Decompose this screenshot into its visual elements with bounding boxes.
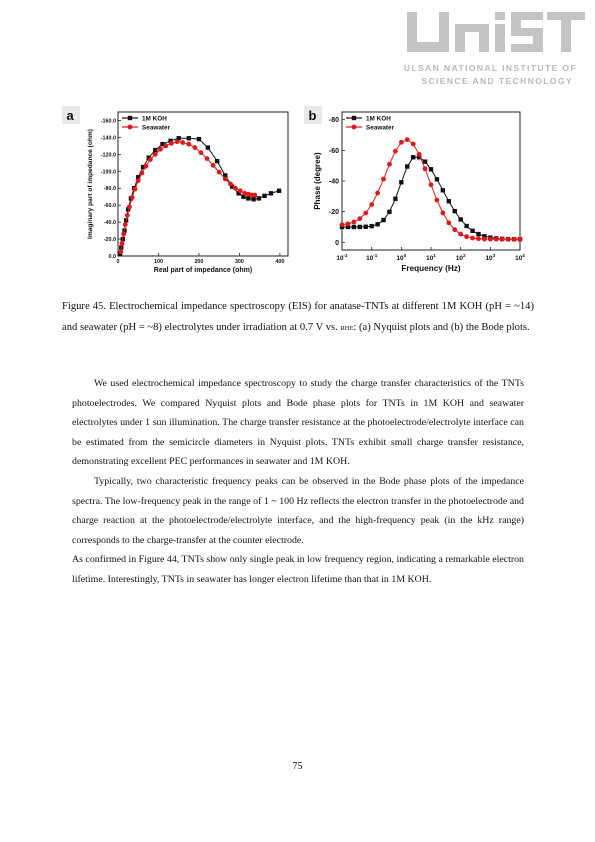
y-tick-label: -20.0: [103, 237, 116, 244]
legend-label: Seawater: [366, 124, 395, 132]
paragraph-2: Typically, two characteristic frequency peaks can be observed in the Bode phase plots of the impedance spectra. The low-frequency peak in the range of 1 ~ 100 Hz reflects the electron transfer in the photoelectrode and charge reaction at the photoelectrode/electrolyte interface, and the high-frequency peak (in the kHz range) corresponds to the charge-transfer at the counter electrode.: [72, 475, 524, 546]
data-point: [193, 145, 198, 150]
x-tick-label: $10^0$: [396, 253, 407, 262]
data-point: [512, 237, 517, 242]
data-point: [464, 234, 469, 239]
x-tick-label: $10^2$: [455, 253, 466, 262]
data-point: [464, 224, 468, 228]
data-point: [125, 213, 130, 218]
data-point: [153, 148, 157, 152]
y-tick-label: -80: [328, 117, 339, 125]
data-point: [246, 196, 250, 200]
data-point: [118, 249, 123, 254]
legend-label: 1M KOH: [366, 115, 391, 123]
data-point: [127, 204, 132, 209]
bode-plot: [304, 104, 526, 276]
data-point: [352, 225, 356, 229]
panel-label: b: [308, 108, 317, 123]
y-tick-label: 0: [335, 239, 339, 247]
data-point: [446, 220, 451, 225]
legend-marker: [128, 125, 133, 130]
data-point: [148, 157, 153, 162]
series-line-1: [121, 142, 255, 252]
data-point: [476, 232, 480, 236]
data-point: [251, 197, 255, 201]
y-tick-label: -40: [328, 178, 339, 186]
data-point: [405, 137, 410, 142]
panel-label: a: [66, 108, 74, 123]
data-point: [393, 149, 398, 154]
data-point: [387, 210, 391, 214]
plot-frame: [118, 112, 288, 256]
data-point: [217, 170, 222, 175]
data-point: [369, 224, 373, 228]
logo-line-2: SCIENCE AND TECHNOLOGY: [421, 76, 573, 86]
x-axis-label: Real part of impedance (ohm): [153, 267, 253, 274]
data-point: [197, 137, 201, 141]
paragraph-3: As confirmed in Figure 44, TNTs show only single peak in low frequency region, indicating a remarkable electron lifetime. Interestingly, TNTs in seawater has longer electron lifetime than that in 1M KOH.: [72, 554, 524, 585]
data-point: [423, 159, 427, 163]
data-point: [518, 237, 523, 242]
data-point: [387, 162, 392, 167]
data-point: [435, 198, 440, 203]
data-point: [476, 236, 481, 241]
data-point: [393, 197, 397, 201]
data-point: [494, 237, 499, 242]
y-tick-label: -80.0: [103, 186, 116, 193]
data-point: [233, 186, 238, 191]
y-axis-label: Imaginary part of impedance (ohm): [87, 129, 94, 239]
x-tick-label: $10^3$: [485, 253, 496, 262]
data-point: [340, 222, 345, 227]
data-point: [452, 227, 457, 232]
data-point: [175, 139, 180, 144]
paragraph-1: We used electrochemical impedance spectroscopy to study the charge transfer characteristics of the TNTs photoelectrodes. We compared Nyquist plots and Bode phase plots for TNTs in 1M KOH and seawater electrolytes under 1 sun illumination. The charge transfer resistance at the photoelectrode/electrolyte interface can be estimated from the semicircle diameters in Nyquist plots. TNTs exhibit small charge transfer resistance, demonstrating excellent PEC performances in seawater and 1M KOH.: [72, 378, 524, 468]
data-point: [364, 225, 368, 229]
data-point: [130, 195, 135, 200]
data-point: [441, 188, 445, 192]
x-tick-label: 300: [234, 259, 244, 265]
caption-subscript: RHE: [340, 325, 354, 332]
data-point: [429, 167, 433, 171]
data-point: [375, 222, 379, 226]
data-point: [215, 159, 219, 163]
page-number: 75: [292, 761, 303, 772]
data-point: [153, 152, 158, 157]
data-point: [417, 152, 422, 157]
logo-line-1: ULSAN NATIONAL INSTITUTE OF: [403, 63, 577, 73]
data-point: [205, 156, 210, 161]
data-point: [120, 241, 125, 246]
legend-marker: [128, 116, 132, 120]
x-tick-label: 0: [116, 259, 120, 265]
data-point: [187, 136, 191, 140]
x-tick-label: 200: [194, 259, 204, 265]
data-point: [411, 155, 415, 159]
y-tick-label: 0.0: [108, 254, 116, 260]
data-point: [211, 163, 216, 168]
plot-frame: [342, 112, 520, 250]
data-point: [163, 143, 168, 148]
data-point: [277, 189, 281, 193]
data-point: [423, 166, 428, 171]
unist-wordmark: [405, 8, 587, 54]
data-point: [435, 177, 439, 181]
legend-marker: [352, 116, 356, 120]
body-text: [72, 374, 524, 590]
data-point: [363, 211, 368, 216]
data-point: [399, 180, 403, 184]
data-point: [133, 187, 138, 192]
data-point: [358, 225, 362, 229]
data-point: [158, 147, 163, 152]
data-point: [262, 194, 266, 198]
data-point: [375, 191, 380, 196]
y-tick-label: -20: [328, 209, 339, 217]
data-point: [180, 140, 185, 145]
y-tick-label: -100.0: [100, 169, 116, 176]
y-tick-label: -60: [328, 147, 339, 155]
data-point: [429, 182, 434, 187]
data-point: [453, 209, 457, 213]
y-tick-label: -140.0: [100, 135, 116, 142]
data-point: [121, 232, 126, 237]
data-point: [470, 236, 475, 241]
data-point: [351, 220, 356, 225]
data-point: [506, 237, 511, 242]
y-axis-label: Phase (degree): [313, 152, 322, 210]
data-point: [228, 182, 233, 187]
x-tick-label: $10^1$: [426, 253, 436, 262]
y-tick-label: -120.0: [100, 152, 116, 159]
series-line-1: [342, 140, 520, 240]
y-tick-label: -60.0: [103, 203, 116, 210]
x-tick-label: 100: [153, 259, 163, 265]
caption-text-2: : (a) Nyquist plots and (b) the Bode plots.: [353, 322, 530, 333]
figure-caption: [62, 296, 534, 339]
x-tick-label: $10^{-1}$: [366, 253, 378, 262]
data-point: [500, 237, 505, 242]
x-tick-label: $10^{-2}$: [336, 253, 348, 262]
nyquist-plot: [62, 104, 294, 276]
data-point: [346, 221, 351, 226]
legend-label: 1M KOH: [142, 115, 167, 123]
data-point: [381, 218, 385, 222]
data-point: [440, 211, 445, 216]
x-tick-label: $10^4$: [515, 253, 525, 262]
data-point: [405, 164, 409, 168]
data-point: [144, 164, 149, 169]
data-point: [399, 140, 404, 145]
legend-label: Seawater: [142, 124, 171, 132]
data-point: [238, 188, 243, 193]
data-point: [381, 177, 386, 182]
data-point: [458, 217, 462, 221]
y-tick-label: -40.0: [103, 220, 116, 227]
data-point: [470, 229, 474, 233]
data-point: [411, 142, 416, 147]
x-tick-label: 400: [275, 259, 285, 265]
data-point: [369, 202, 374, 207]
data-point: [136, 178, 141, 183]
data-point: [357, 216, 362, 221]
data-point: [252, 193, 257, 198]
data-point: [458, 232, 463, 237]
y-tick-label: -160.0: [100, 118, 116, 125]
unist-logo: [405, 8, 587, 88]
data-point: [186, 142, 191, 147]
x-axis-label: Frequency (Hz): [401, 264, 461, 273]
data-point: [488, 237, 493, 242]
figure-a-nyquist: [62, 104, 294, 276]
data-point: [169, 141, 174, 146]
data-point: [269, 191, 273, 195]
data-point: [206, 145, 210, 149]
data-point: [223, 177, 228, 182]
data-point: [139, 171, 144, 176]
data-point: [123, 222, 128, 227]
figure-b-bode: [304, 104, 526, 276]
data-point: [447, 199, 451, 203]
legend-marker: [352, 125, 357, 130]
data-point: [257, 196, 261, 200]
caption-text-1: Figure 45. Electrochemical impedance spectroscopy (EIS) for anatase-TNTs at different 1M KOH (pH = ~14) and seawater (pH = ~8) electrolytes under irradiation at 0.7 V vs.: [62, 301, 534, 333]
data-point: [482, 237, 487, 242]
data-point: [199, 150, 204, 155]
